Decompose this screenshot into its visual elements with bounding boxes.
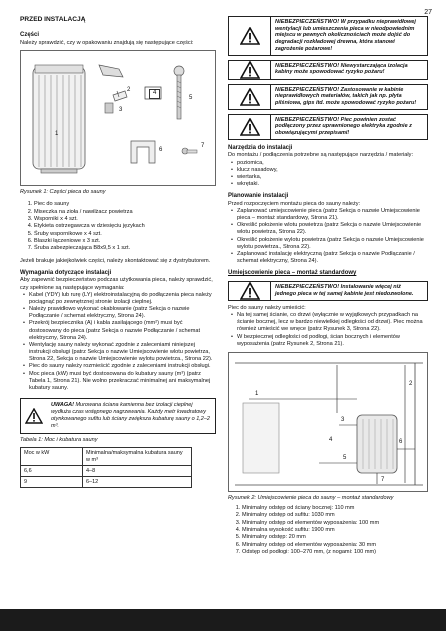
fig2-label-2: 2: [409, 380, 413, 387]
danger-triangle-icon: [229, 17, 271, 55]
figure-placement: [228, 352, 428, 492]
tools-heading: Narzędzia do instalacji: [228, 144, 293, 151]
parts-item: 4. Etykieta ostrzegawcza w dziesięciu językach: [34, 223, 216, 230]
requirement-item: • Przekrój bezpiecznika (A) i kabla zasilającego (mm²) musi być dostosowany do pieca (patrz Sekcja o nazwie Podłączanie / schemat elektryczny, Strona 24).: [29, 320, 216, 341]
danger-triangle-icon: [229, 282, 271, 300]
dimension-item: 6. Minimalny odstęp od elementów wyposażenia: 30 mm: [242, 542, 428, 549]
parts-item: 1. Piec do sauny: [34, 201, 216, 208]
danger-box: [228, 16, 428, 56]
table-row: [21, 466, 192, 477]
fig1-label-2: 2: [127, 87, 131, 94]
requirement-item: • Należy prawidłowo wykonać okablowanie (patrz Sekcja o nazwie Podłączanie / schemat elektryczny, Strona 24).: [29, 306, 216, 320]
right-column: [228, 16, 428, 556]
power-volume-table: [20, 447, 192, 488]
planning-heading: Planowanie instalacji: [228, 193, 289, 200]
table-caption: Tabela 1: Moc i kubatura sauny: [20, 437, 98, 444]
requirements-intro: Aby zapewnić bezpieczeństwo podczas użytkowania pieca, należy sprawdzić, czy spełnione są następujące wymagania:: [20, 277, 213, 291]
dimension-item: 5. Minimalny odstęp: 20 mm: [242, 534, 428, 541]
placement-item: • Na tej samej ścianie, co drzwi (wyłącznie w wyjątkowych przypadkach na ścianie bocznej, lecz w bardzo niewielkiej odległości od drzwi). Piec można również umieścić we wnęce (patrz Rysunek 3, Strona 22).: [237, 312, 428, 333]
figure1-caption: Rysunek 1: Części pieca do sauny: [20, 189, 106, 196]
tools-list: [228, 160, 428, 189]
fig2-label-4: 4: [329, 436, 333, 443]
tools-intro: Do montażu / podłączenia potrzebne są następujące narzędzia / materiały:: [228, 152, 414, 159]
tool-item: • wkrętaki.: [237, 181, 428, 188]
tool-item: • poziomica,: [237, 160, 428, 167]
danger-lead: NIEBEZPIECZEŃSTWO!: [275, 62, 340, 69]
placement-list: [228, 312, 428, 348]
missing-parts-note: Jeżeli brakuje jakiejkolwiek części, należy skontaktować się z dystrybutorem.: [20, 257, 211, 264]
danger-text: Instalowanie więcej niż jednego pieca w tej samej kabinie jest niedozwolone.: [275, 283, 414, 297]
table-row: [21, 477, 192, 488]
dimension-item: 1. Minimalny odstęp od ściany bocznej: 110 mm: [242, 505, 428, 512]
fig1-label-5: 5: [189, 95, 193, 102]
figure-parts: [20, 50, 216, 186]
caution-label: UWAGA!: [51, 401, 74, 408]
parts-item: 3. Wsporniki x 4 szt.: [34, 216, 216, 223]
danger-text: Zastosowanie w kabinie nieprawidłowych materiałów, takich jak np. płyta pilśniowa, gips itd. może spowodować ryzyko pożaru!: [275, 86, 417, 106]
tool-item: • wiertarka,: [237, 174, 428, 181]
figure2-caption: Rysunek 2: Umiejscowienie pieca do sauny – montaż standardowy: [228, 494, 394, 501]
table-header-cell: Moc w kW: [21, 448, 83, 466]
fig1-label-4: 4: [149, 89, 160, 99]
fig2-label-3: 3: [341, 416, 345, 423]
danger-box: [228, 60, 428, 80]
placement-item: • W bezpiecznej odległości od podłogi, ścian bocznych i elementów wyposażenia (patrz Rysunek 2, Strona 21).: [237, 334, 428, 348]
parts-intro: Należy sprawdzić, czy w opakowaniu znajdują się następujące części:: [20, 40, 194, 47]
fig1-label-6: 6: [159, 147, 163, 154]
danger-lead: NIEBEZPIECZEŃSTWO!: [275, 283, 340, 290]
placement-heading: Umiejscowienie pieca – montaż standardowy: [228, 270, 357, 277]
parts-item: 6. Blaszki łączeniowe x 3 szt.: [34, 238, 216, 245]
fig2-label-6: 6: [399, 438, 403, 445]
planning-item: • Zaplanować instalację elektryczną (patrz Sekcja o nazwie Podłączanie / schemat elektryczny, Strona 24).: [237, 251, 428, 265]
danger-box: [228, 281, 428, 301]
section-title: PRZED INSTALACJĄ: [20, 16, 86, 23]
parts-item: 2. Miseczka na zioła / nawilżacz powietrza: [34, 209, 216, 216]
parts-list: [20, 201, 216, 252]
placement-intro: Piec do sauny należy umieścić:: [228, 304, 306, 311]
danger-triangle-icon: [229, 61, 271, 79]
danger-text: Piec powinien zostać podłączony przez uprawnionego elektryka zgodnie z obowiązującymi przepisami!: [275, 116, 412, 137]
table-cell: 6,6: [21, 466, 83, 477]
requirements-list: [20, 292, 216, 392]
danger-box: [228, 114, 428, 140]
footer-bar: [0, 609, 446, 631]
planning-list: [228, 208, 428, 265]
table-cell: 6–12: [83, 477, 192, 488]
fig1-label-3: 3: [119, 107, 123, 114]
danger-box: [228, 84, 428, 110]
caution-triangle-icon: [21, 399, 47, 433]
caution-text: Murowana ściana kamienna bez izolacji cieplnej wydłuża czas wstępnego nagrzewania. Każdy metr kwadratowy otynkowanego sufitu lub ściany zwiększa kubaturę sauny o 1,2–2 m³.: [51, 401, 210, 430]
planning-item: • Zaplanować umiejscowienie pieca (patrz Sekcja o nazwie Umiejscowienie pieca – montaż standardowy, Strona 21).: [237, 208, 428, 222]
requirement-item: • Piec do sauny należy rozmieścić zgodnie z zaleceniami instrukcji obsługi.: [29, 363, 216, 370]
requirement-item: • Moc pieca (kW) musi być dostosowana do kubatury sauny (m³) (patrz Tabela 1, Strona 21). Nie wolno przekraczać minimalnej ani maksymalnej kubatury sauny.: [29, 371, 216, 392]
tool-item: • klucz nasadowy,: [237, 167, 428, 174]
planning-item: • Określić położenie wlotu powietrza (patrz Sekcja o nazwie Umiejscowienie wlotu powietrza, Strona 22).: [237, 222, 428, 236]
table-header-row: [21, 448, 192, 466]
fig2-label-5: 5: [343, 454, 347, 461]
danger-triangle-icon: [229, 115, 271, 139]
requirement-item: • Wentylację sauny należy wykonać zgodnie z zaleceniami niniejszej instrukcji obsługi (patrz Sekcja o nazwie Umiejscowienie wlotu powietrza, Strona 22, Sekcja o nazwie Umiejscowienie wylotu powietrza., Strona 22).: [29, 342, 216, 363]
fig1-label-1: 1: [55, 131, 59, 138]
dimension-item: 7. Odstęp od podłogi: 100–270 mm, (z nogami: 100 mm): [242, 549, 428, 556]
fig2-label-1: 1: [255, 390, 259, 397]
dimension-item: 3. Minimalny odstęp od elementów wyposażenia: 100 mm: [242, 520, 428, 527]
danger-lead: NIEBEZPIECZEŃSTWO!: [275, 19, 340, 25]
fig2-label-7: 7: [381, 476, 385, 483]
dimension-item: 2. Minimalny odstęp od sufitu: 1030 mm: [242, 512, 428, 519]
fig1-label-7: 7: [201, 143, 205, 150]
table-cell: 9: [21, 477, 83, 488]
left-column: [20, 16, 216, 488]
parts-illustration: [21, 51, 217, 187]
planning-intro: Przed rozpoczęciem montażu pieca do sauny należy:: [228, 200, 361, 207]
table-header-cell: Minimalna/maksymalna kubatura sauny w m³: [83, 448, 192, 466]
parts-item: 5. Śruby wspornikowe x 4 szt.: [34, 231, 216, 238]
parts-heading: Części: [20, 32, 40, 39]
danger-text: W przypadku nieprawidłowej wentylacji lub umieszczenia pieca w nieodpowiednim miejscu w pewnych okolicznościach może dojść do degradacji rozkładowej drewna, która stanowi zagrożenie pożarowe!: [275, 19, 416, 52]
danger-text: Niewystarczająca izolacja kabiny może spowodować ryzyko pożaru!: [275, 62, 408, 76]
parts-item: 7. Śruba zabezpieczająca B8x9,5 x 1 szt.: [34, 245, 216, 252]
requirements-heading: Wymagania dotyczące instalacji: [20, 269, 112, 276]
dimensions-list: [228, 505, 428, 556]
danger-lead: NIEBEZPIECZEŃSTWO!: [275, 86, 340, 93]
placement-diagram: [229, 353, 429, 493]
table-cell: 4–8: [83, 466, 192, 477]
page-number: 27: [424, 9, 432, 16]
danger-triangle-icon: [229, 85, 271, 109]
requirement-item: • Kabel (YDY) lub rurę (LY) elektroinstalacyjną do podłączenia pieca należy pociągnąć po zewnętrznej stronie izolacji cieplnej.: [29, 292, 216, 306]
dimension-item: 4. Minimalna wysokość sufitu: 1900 mm: [242, 527, 428, 534]
danger-lead: NIEBEZPIECZEŃSTWO!: [275, 116, 340, 123]
caution-box: [20, 398, 216, 434]
planning-item: • Określić położenie wylotu powietrza (patrz Sekcja o nazwie Umiejscowienie wylotu powietrza., Strona 22).: [237, 237, 428, 251]
